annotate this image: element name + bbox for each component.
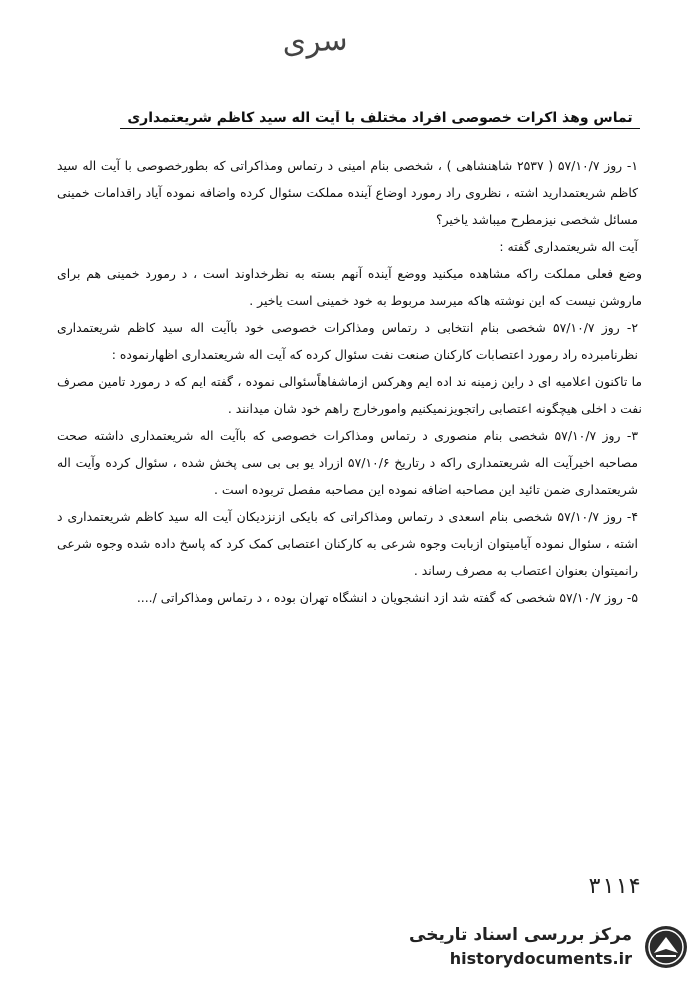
secret-stamp: سری (281, 22, 349, 61)
paragraph-3: وضع فعلی مملکت راکه مشاهده میکنید ووضع آینده آنهم بسته به نظرخداوند است ، د رمورد خمینی هم برای ماروشن نیست که این نوشته هاکه میرسد مربوط به خود خمینی است یاخیر . (57, 266, 642, 308)
paragraph-4: ۲- روز ۵۷/۱۰/۷ شخصی بنام انتخابی د رتماس ومذاکرات خصوصی خود باآیت اله سید کاظم شریعتمداری نظرنامبرده راد رمورد اعتصابات کارکنان صنعت نفت سئوال کرده که آیت اله شریعتمداری اظهارنموده : (57, 320, 638, 362)
paragraph-2: آیت اله شریعتمداری گفته : (499, 239, 638, 254)
watermark-title: مرکز بررسی اسناد تاریخی (409, 925, 632, 945)
document-title: تماس وهذ اکرات خصوصی افراد مختلف با آیت اله سید کاظم شریعتمداری (120, 110, 640, 129)
watermark (408, 921, 694, 973)
paragraph-7: ۴- روز ۵۷/۱۰/۷ شخصی بنام اسعدی د رتماس ومذاکراتی که بایکی ازنزدیکان آیت اله سید کاظم شریعتمداری د اشته ، سئوال نموده آیامیتوان ازبابت وجوه شرعی به کارکنان اعتصابی کمک کرد که پاسخ داده شده وجوه شرعی رانمیتوان بعنوان اعتصاب به مصرف رساند . (57, 509, 638, 578)
watermark-url: historydocuments.ir (449, 949, 632, 968)
paragraph-8: ۵- روز ۵۷/۱۰/۷ شخصی که گفته شد ازد انشجویان د انشگاه تهران بوده ، د رتماس ومذاکراتی /.... (136, 590, 638, 605)
paragraph-5: ما تاکنون اعلامیه ای د راین زمینه ند اده ایم وهرکس ازماشفاهاًسئوالی نموده ، گفته ایم که د رمورد تامین مصرف نفت د اخلی هیچگونه اعتصابی راتجویزنمیکنیم وامورخارج راهم خود شان میدانند . (57, 374, 642, 416)
document-body (57, 152, 642, 611)
page-number: ۳۱۱۴ (588, 874, 641, 899)
paragraph-6: ۳- روز ۵۷/۱۰/۷ شخصی بنام منصوری د رتماس ومذاکرات خصوصی که باآیت اله شریعتمداری داشته صحت مصاحبه اخیرآیت اله شریعتمداری راکه د رتاریخ ۵۷/۱۰/۶ ازراد یو بی بی سی پخش شده ، سئوال کرده وآیت اله شریعتمداری ضمن تائید این مصاحبه اضافه نموده این مصاحبه مفصل تربوده است . (57, 428, 639, 497)
book-seal-icon (642, 923, 690, 971)
paragraph-1: ۱- روز ۵۷/۱۰/۷ ( ۲۵۳۷ شاهنشاهی ) ، شخصی بنام امینی د رتماس ومذاکراتی که بطورخصوصی با آیت اله سید کاظم شریعتمدارید اشته ، نظروی راد رمورد اوضاع آینده مملکت سئوال کرده واضافه نموده آیاد راقدامات خمینی مسائل شخصی نیزمطرح میباشد یاخیر؟ (57, 158, 638, 227)
